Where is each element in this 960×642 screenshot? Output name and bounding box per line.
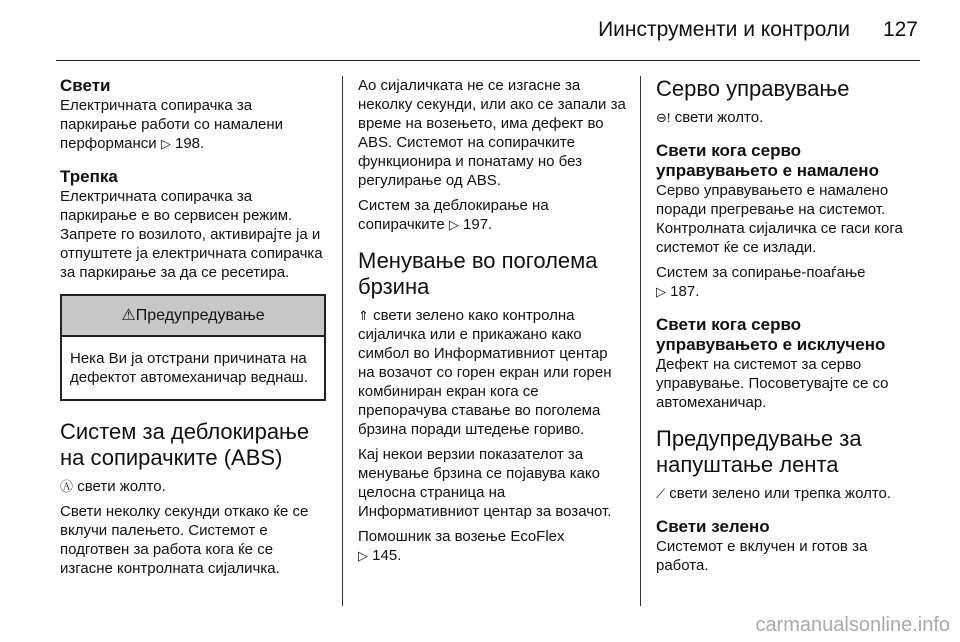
warning-triangle-icon: ⚠ (121, 307, 136, 324)
warning-box-header (62, 296, 324, 337)
ecoflex-ref[interactable]: 145. (372, 547, 402, 564)
servo-heading: Серво управување (656, 76, 850, 101)
servo-reduced-text: Серво управувањето е намалено поради прегревање на системот. Контролната сијаличка се гаси кога системот ќе се излади. (656, 182, 903, 256)
column-divider (342, 76, 343, 606)
servo-reduced-ref[interactable]: 187. (670, 283, 700, 300)
warning-text: Нека Ви ја отстрани причината на дефектот автомеханичар веднаш. (70, 350, 309, 386)
abs-ref-text: Систем за деблокирање на сопирачките (358, 197, 549, 233)
trepka-heading: Трепка (60, 167, 118, 186)
warning-box (60, 294, 326, 401)
sveti-paragraph (60, 96, 326, 153)
xref-triangle-icon: ▷ (656, 284, 666, 299)
lane-departure-icon: ⟋ (656, 486, 666, 501)
sveti-heading: Свети (60, 76, 111, 95)
green-text: Системот е вклучен и готов за работа. (656, 538, 868, 574)
servo-reduced-ref-text: Систем за сопирање-поаѓање (656, 264, 866, 281)
column-divider (640, 76, 641, 606)
abs-status-text: свети жолто. (77, 478, 166, 495)
servo-off-text: Дефект на системот за серво управување. Посоветувајте се со автомеханичар. (656, 356, 889, 411)
shift-text-paragraph (358, 306, 626, 439)
warning-title: Предупредување (135, 307, 265, 324)
servo-reduced-heading: Свети кога серво управувањето е намалено (656, 141, 879, 180)
lane-heading: Предупредување за напуштање лента (656, 426, 862, 477)
shift-page-text: Кај некои верзии показателот за менување брзина се појавува како целосна страница на Информативниот центар за возачот. (358, 446, 612, 520)
lane-status-text: свети зелено или трепка жолто. (669, 485, 892, 502)
green-heading: Свети зелено (656, 517, 770, 536)
footer-watermark: carmanualsonline.info (755, 614, 950, 636)
header-rule (56, 60, 920, 61)
trepka-text: Електричната сопирачка за паркирање е во сервисен режим. Запрете го возилото, активирајте ја и отпуштете ја електричната сопирачка за паркирање за да се ресетира. (60, 188, 323, 281)
xref-triangle-icon: ▷ (448, 217, 459, 232)
servo-off-heading: Свети кога серво управувањето е исклучено (656, 315, 886, 354)
lane-status (656, 484, 920, 503)
column-2 (358, 76, 626, 571)
shift-text: свети зелено како контролна сијаличка или е прикажано како симбол во Информативниот центар на возачот со горен екран или горен комбиниран екран кога се препорачува ставање во поголема брзина поради штедење гориво. (358, 307, 612, 438)
warning-box-body (62, 337, 324, 399)
sveti-ref[interactable]: 198. (175, 135, 205, 152)
column-1 (60, 76, 326, 584)
abs-ref[interactable]: 197. (463, 216, 493, 233)
abs-fault-text: Ао сијаличката не се изгасне за неколку секунди, или ако се запали за време на возењето, има дефект во ABS. Системот на сопирачките функционира и понатаму но без регулирање од ABS. (358, 77, 626, 189)
steering-warning-icon: ⊖! (656, 110, 671, 125)
servo-status (656, 108, 920, 127)
servo-status-text: свети жолто. (674, 109, 764, 126)
abs-status (60, 477, 326, 496)
ecoflex-text: Помошник за возење EcoFlex (358, 528, 565, 545)
abs-ref-paragraph (358, 196, 626, 234)
column-3 (656, 76, 920, 581)
shift-heading: Менување во поголема брзина (358, 248, 598, 299)
shift-up-icon: ⇑ (358, 308, 369, 323)
abs-heading: Систем за деблокирање на сопирачките (ABS) (60, 419, 310, 470)
servo-reduced-ref-paragraph (656, 263, 920, 301)
abs-icon: Ⓐ (60, 479, 74, 494)
sveti-text: Електричната сопирачка за паркирање работи со намалени перформанси (60, 97, 284, 152)
abs-text: Свети неколку секунди откако ќе се вклучи палењето. Системот е подготвен за работа кога ќе се изгасне контролната сијаличка. (60, 503, 309, 577)
ecoflex-paragraph (358, 527, 626, 565)
xref-triangle-icon: ▷ (358, 548, 368, 563)
page-number: 127 (882, 18, 918, 41)
xref-triangle-icon: ▷ (160, 136, 171, 151)
header-title: Иинструменти и контроли (598, 18, 850, 41)
